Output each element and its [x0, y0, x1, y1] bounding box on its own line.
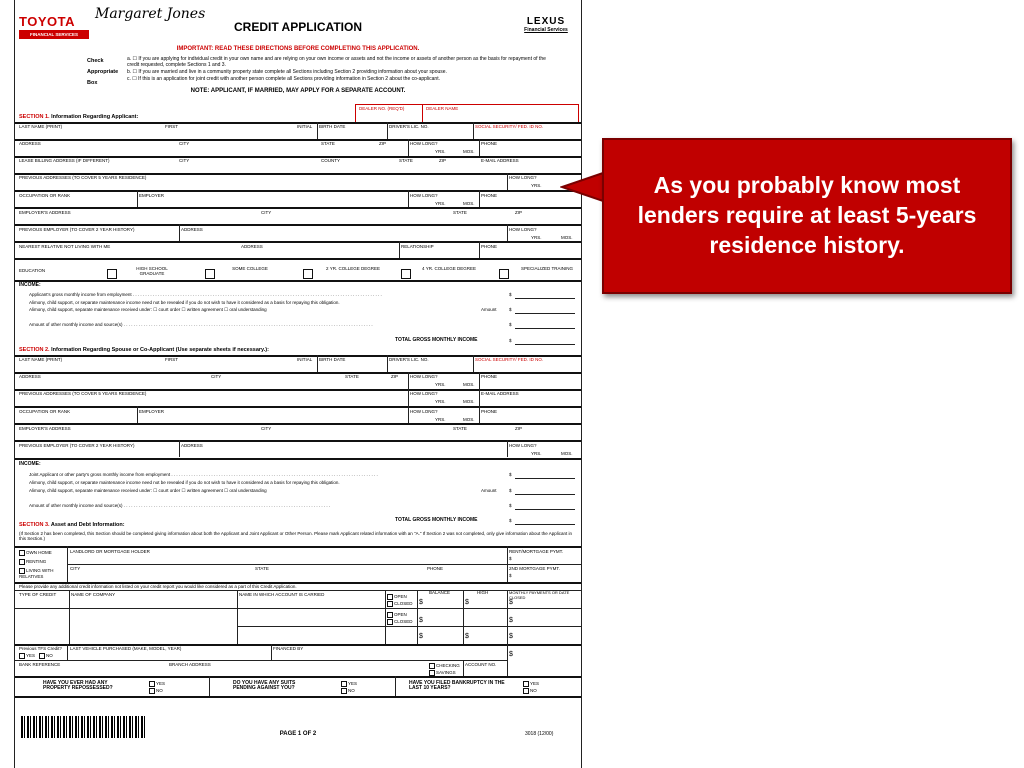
section3-num: SECTION 3.	[19, 522, 50, 528]
s1-lease-state[interactable]: STATE	[399, 158, 413, 163]
s1-prev-addresses[interactable]: PREVIOUS ADDRESSES (TO COVER 5 YEARS RESIDENCE)	[19, 175, 147, 180]
s2-income: INCOME:	[19, 461, 41, 467]
s3-second[interactable]: 2ND MORTGAGE PYMT.	[509, 566, 560, 571]
s2-emp-yrs: YRS.	[435, 417, 446, 422]
toyota-sub: FINANCIAL SERVICES	[19, 30, 89, 39]
s3-rent[interactable]: RENT/MORTGAGE PYMT.	[509, 549, 564, 554]
s1-birth-date[interactable]: BIRTH DATE	[319, 124, 346, 129]
lexus-logo	[515, 16, 577, 33]
acct3-balance-dollar: $	[419, 633, 423, 640]
s1-education: EDUCATION	[19, 268, 46, 273]
acct3-high-dollar: $	[465, 633, 469, 640]
s1-inc4: Amount of other monthly income and source(s)	[29, 322, 123, 327]
s1-emp-mos: MOS.	[463, 201, 475, 206]
q-suits: DO YOU HAVE ANY SUITS PENDING AGAINST YOU?	[233, 680, 296, 691]
s1-nearest-relative[interactable]: NEAREST RELATIVE NOT LIVING WITH ME	[19, 244, 111, 249]
s2-inc1-row: Joint Applicant or other party's gross monthly income from employment . . . . . . . . . . . . . . . . . . . . . . . . . . . . . . . . . . . . . . . . . . . . . . . . . . . . . . . . . . . . . . . . . . . . . . . . . . . . . . . . . . .	[29, 472, 378, 477]
s3-prev-tfs: Previous TFS Credit?	[19, 646, 62, 651]
s3-acct[interactable]: ACCOUNT NO.	[465, 662, 497, 667]
s2-inc4-dollar: $	[509, 503, 512, 508]
s1-ssn[interactable]: SOCIAL SECURITY/ FED. ID NO.	[475, 124, 544, 129]
s1-prev-how-long[interactable]: HOW LONG?	[509, 175, 537, 180]
s2-prev-how-long[interactable]: HOW LONG?	[410, 391, 438, 396]
s2-employer[interactable]: EMPLOYER	[139, 409, 165, 414]
s3-second-dollar: $	[509, 573, 512, 578]
callout-pointer-icon	[560, 170, 608, 210]
s3-col-company: NAME OF COMPANY	[71, 592, 116, 597]
s1-lease-address[interactable]: LEASE BILLING ADDRESS (IF DIFFERENT)	[19, 158, 110, 163]
acct1-monthly-dollar: $	[509, 599, 513, 606]
s1-relationship[interactable]: RELATIONSHIP	[401, 244, 434, 249]
s1-emp-yrs: YRS.	[435, 201, 446, 206]
s1-address[interactable]: ADDRESS	[19, 141, 41, 146]
s1-employer[interactable]: EMPLOYER	[139, 193, 165, 198]
s1-occupation[interactable]: OCCUPATION OR RANK	[19, 193, 71, 198]
acct1-open-label: OPEN	[394, 594, 407, 600]
s1-amount: Amount	[481, 307, 497, 312]
form-title: CREDIT APPLICATION	[234, 20, 362, 34]
s2-prev-employer[interactable]: PREVIOUS EMPLOYER (TO COVER 2 YEAR HISTORY)	[19, 443, 135, 448]
s2-total-dollar: $	[509, 518, 512, 523]
q-repossessed: HAVE YOU EVER HAD ANY PROPERTY REPOSSESSED?	[43, 680, 113, 691]
option-c[interactable]: c. ☐ If this is an application for joint credit with another person complete all Sections providing information in Section 2 about the co-applicant.	[127, 76, 440, 82]
section2-heading	[19, 347, 269, 353]
acct2-balance-dollar: $	[419, 617, 423, 624]
s1-inc3[interactable]: Alimony, child support, separate maintenance received under: ☐ court order ☐ written agreement ☐ oral understanding	[29, 307, 267, 312]
s2-employer-state[interactable]: STATE	[453, 426, 467, 431]
s3-last-vehicle[interactable]: LAST VEHICLE PURCHASED (MAKE, MODEL, YEAR)	[70, 646, 182, 651]
s3-col-monthly: MONTHLY PAYMENTS OR DATE CLOSED	[509, 590, 570, 600]
q1-no[interactable]	[149, 688, 163, 694]
s2-emp-mos: MOS.	[463, 417, 475, 422]
s3-col-high: HIGH	[477, 590, 489, 595]
s2-inc4: Amount of other monthly income and source(s)	[29, 503, 123, 508]
s1-phone[interactable]: PHONE	[481, 141, 498, 146]
option-b[interactable]: b. ☐ If you are married and live in a community property state complete all Sections including Section 2 providing information about your spouse.	[127, 69, 447, 75]
s1-emp-phone[interactable]: PHONE	[481, 193, 498, 198]
s3-bank[interactable]: BANK REFERENCE	[19, 662, 61, 667]
s1-inc2: Alimony, child support, or separate maintenance income need not be revealed if you do not wish to have it considered as a basis for repaying this obligation.	[29, 300, 340, 305]
acct1-high-dollar: $	[465, 599, 469, 606]
s1-income: INCOME:	[19, 282, 41, 288]
s1-mos: MOS.	[463, 149, 475, 154]
housing-relatives-label: LIVING WITH RELATIVES	[19, 568, 54, 579]
acct2-open-label: OPEN	[394, 612, 407, 618]
q1-yes-label: YES	[156, 681, 166, 687]
bank-savings-label: SAVINGS	[436, 670, 456, 676]
s1-prev-employer[interactable]: PREVIOUS EMPLOYER (TO COVER 2 YEAR HISTORY)	[19, 227, 135, 232]
s1-employer-zip[interactable]: ZIP	[515, 210, 523, 215]
s1-prev-emp-yrs: YRS.	[531, 235, 542, 240]
s2-amount-dollar: $	[509, 488, 512, 493]
section3-title: Asset and Debt Information:	[50, 522, 125, 528]
s2-last-name[interactable]: LAST NAME (PRINT)	[19, 357, 63, 362]
acct1-balance-dollar: $	[419, 599, 423, 606]
s1-relative-phone[interactable]: PHONE	[481, 244, 498, 249]
edu-2yr: 2 YR. COLLEGE DEGREE	[326, 266, 380, 271]
married-note: NOTE: APPLICANT, IF MARRIED, MAY APPLY FOR A SEPARATE ACCOUNT.	[190, 88, 406, 94]
s2-employer-zip[interactable]: ZIP	[515, 426, 523, 431]
s1-drivers-lic[interactable]: DRIVER'S LIC. NO.	[389, 124, 429, 129]
s1-how-long[interactable]: HOW LONG?	[410, 141, 438, 146]
s1-employer-state[interactable]: STATE	[453, 210, 467, 215]
s2-initial[interactable]: INITIAL	[297, 357, 313, 362]
callout-text: As you probably know most lenders require at least 5-years residence history.	[637, 172, 977, 258]
s2-prev-addresses[interactable]: PREVIOUS ADDRESSES (TO COVER 5 YEARS RESIDENCE)	[19, 391, 147, 396]
s2-employer-address[interactable]: EMPLOYER'S ADDRESS	[19, 426, 71, 431]
s1-relative-address[interactable]: ADDRESS	[241, 244, 263, 249]
dealer-box	[355, 104, 579, 124]
s1-email[interactable]: E-MAIL ADDRESS	[481, 158, 519, 163]
s1-total-dollar: $	[509, 338, 512, 343]
s2-birth-date[interactable]: BIRTH DATE	[319, 357, 346, 362]
s1-first[interactable]: FIRST	[165, 124, 178, 129]
q2-no[interactable]	[341, 688, 355, 694]
s1-inc4-dollar: $	[509, 322, 512, 327]
housing-renting[interactable]	[19, 559, 46, 565]
prev-tfs-no[interactable]	[39, 653, 53, 659]
housing-own[interactable]	[19, 550, 52, 556]
section1-heading	[19, 114, 138, 120]
s3-city[interactable]: CITY	[70, 566, 81, 571]
page-number: PAGE 1 OF 2	[279, 731, 317, 737]
q3-no[interactable]	[523, 688, 537, 694]
acct2-monthly-dollar: $	[509, 617, 513, 624]
housing-own-label: OWN HOME	[26, 550, 52, 556]
lexus-brand: LEXUS	[526, 16, 566, 27]
s1-lease-city[interactable]: CITY	[179, 158, 190, 163]
s2-phone[interactable]: PHONE	[481, 374, 498, 379]
important-notice: IMPORTANT: READ THESE DIRECTIONS BEFORE COMPLETING THIS APPLICATION.	[176, 46, 420, 52]
s2-occupation[interactable]: OCCUPATION OR RANK	[19, 409, 71, 414]
s2-prev-yrs: YRS.	[435, 399, 446, 404]
s1-employer-city[interactable]: CITY	[261, 210, 272, 215]
acct2-closed-label: CLOSED	[394, 619, 413, 625]
s2-amount: Amount	[481, 488, 497, 493]
q2-yes-label: YES	[348, 681, 358, 687]
credit-application-form	[14, 0, 582, 768]
lexus-sub: Financial Services	[524, 27, 568, 33]
acct1-closed-label: CLOSED	[394, 601, 413, 607]
section1-title: Information Regarding Applicant:	[51, 114, 139, 120]
s1-inc1-dollar: $	[509, 292, 512, 297]
edu-hs: HIGH SCHOOL GRADUATE	[136, 266, 168, 276]
prev-tfs-no-label: NO	[46, 653, 53, 659]
s2-inc2: Alimony, child support, or separate maintenance income need not be revealed if you do not wish to have it considered as a basis for repaying this obligation.	[29, 480, 340, 485]
s2-city[interactable]: CITY	[211, 374, 222, 379]
s2-state[interactable]: STATE	[345, 374, 359, 379]
form-number: 3018 (12/00)	[525, 731, 554, 737]
edu-4yr: 4 YR. COLLEGE DEGREE	[422, 266, 476, 271]
s3-col-type: TYPE OF CREDIT	[19, 592, 57, 597]
s2-inc1-dollar: $	[509, 472, 512, 477]
q1-yes[interactable]	[149, 681, 165, 687]
s2-inc4-row: Amount of other monthly income and source(s) . . . . . . . . . . . . . . . . . . . . . . . . . . . . . . . . . . . . . . . . . . . . . . . . . . . . . . . . . . . . . . . . . . . . . . . . . . . . . . . . . . .	[29, 503, 331, 508]
dealer-no-label: DEALER NO. (REQ'D)	[359, 106, 405, 111]
s2-drivers-lic[interactable]: DRIVER'S LIC. NO.	[389, 357, 429, 362]
s3-col-balance: BALANCE	[429, 590, 451, 595]
s3-landlord[interactable]: LANDLORD OR MORTGAGE HOLDER	[70, 549, 150, 554]
q3-yes-label: YES	[530, 681, 540, 687]
edu-special: SPECIALIZED TRAINING	[521, 266, 573, 271]
s1-prev-emp-address[interactable]: ADDRESS	[181, 227, 203, 232]
s2-address[interactable]: ADDRESS	[19, 374, 41, 379]
toyota-brand: TOYOTA	[19, 14, 75, 29]
s1-inc4-row: Amount of other monthly income and source(s) . . . . . . . . . . . . . . . . . . . . . . . . . . . . . . . . . . . . . . . . . . . . . . . . . . . . . . . . . . . . . . . . . . . . . . . . . . . . . . . . . . . . . . . . . . . . . . . . . . . .	[29, 322, 373, 327]
s2-yrs: YRS.	[435, 382, 446, 387]
acct3-monthly-dollar: $	[509, 633, 513, 640]
s2-emp-how-long[interactable]: HOW LONG?	[410, 409, 438, 414]
applicant-signature: Margaret Jones	[95, 6, 206, 22]
q-bankruptcy: HAVE YOU FILED BANKRUPTCY IN THE LAST 10 YEARS?	[409, 680, 505, 691]
s1-zip[interactable]: ZIP	[379, 141, 387, 146]
s1-initial[interactable]: INITIAL	[297, 124, 313, 129]
q2-no-label: NO	[348, 688, 355, 694]
dealer-name-label: DEALER NAME	[426, 106, 459, 111]
check-appropriate-label: Check Appropriate Box	[87, 58, 119, 86]
section2-num: SECTION 2.	[19, 347, 50, 353]
option-a[interactable]: a. ☐ If you are applying for individual credit in your own name and are relying on your own income or assets and not the income or assets of another person as the basis for repayment of the credit requested, complete Sections 1 and 3.	[127, 56, 546, 68]
housing-relatives[interactable]	[19, 568, 67, 579]
s1-prev-emp-mos: MOS.	[561, 235, 573, 240]
s1-lease-zip[interactable]: ZIP	[439, 158, 447, 163]
housing-renting-label: RENTING	[26, 559, 47, 565]
s1-inc1: Applicant's gross monthly income from employment	[29, 292, 132, 297]
s1-total: TOTAL GROSS MONTHLY INCOME	[395, 337, 478, 343]
bank-checking[interactable]	[429, 663, 460, 669]
s1-city[interactable]: CITY	[179, 141, 190, 146]
acct1-open[interactable]	[387, 594, 407, 600]
s2-how-long[interactable]: HOW LONG?	[410, 374, 438, 379]
s1-state[interactable]: STATE	[321, 141, 335, 146]
s2-prev-emp-mos: MOS.	[561, 451, 573, 456]
s3-state[interactable]: STATE	[255, 566, 269, 571]
s2-prev-emp-how-long[interactable]: HOW LONG?	[509, 443, 537, 448]
s2-mos: MOS.	[463, 382, 475, 387]
s2-inc3[interactable]: Alimony, child support, separate maintenance received under: ☐ court order ☐ written agreement ☐ oral understanding	[29, 488, 267, 493]
edu-some: SOME COLLEGE	[232, 266, 268, 271]
s1-prev-emp-how-long[interactable]: HOW LONG?	[509, 227, 537, 232]
s2-first[interactable]: FIRST	[165, 357, 178, 362]
acct2-closed[interactable]	[387, 619, 413, 625]
s2-prev-emp-yrs: YRS.	[531, 451, 542, 456]
s2-employer-city[interactable]: CITY	[261, 426, 272, 431]
s2-prev-mos: MOS.	[463, 399, 475, 404]
q3-yes[interactable]	[523, 681, 539, 687]
acct1-closed[interactable]	[387, 601, 413, 607]
s3-desc: (If Section 2 has been completed, this Section should be completed giving information about both the Applicant and Joint Applicant or Other Person. Please mark Applicant related information with an "A." If Section 2 was not completed, only give information about the Applicant in this Section.)	[19, 531, 573, 541]
s3-col-account-name: NAME IN WHICH ACCOUNT IS CARRIED	[239, 592, 325, 597]
s1-prev-yrs: YRS.	[531, 183, 542, 188]
s2-prev-emp-address[interactable]: ADDRESS	[181, 443, 203, 448]
acct2-open[interactable]	[387, 612, 407, 618]
s1-employer-address[interactable]: EMPLOYER'S ADDRESS	[19, 210, 71, 215]
section2-title: Information Regarding Spouse or Co-Applicant (Use separate sheets if necessary.):	[51, 347, 269, 353]
s1-yrs: YRS.	[435, 149, 446, 154]
vehicle-dollar: $	[509, 651, 513, 658]
prev-tfs-yes-label: YES	[26, 653, 36, 659]
s1-amount-dollar: $	[509, 307, 512, 312]
bank-checking-label: CHECKING	[436, 663, 460, 669]
s2-inc1: Joint Applicant or other party's gross monthly income from employment	[29, 472, 171, 477]
s2-email[interactable]: E-MAIL ADDRESS	[481, 391, 519, 396]
s3-branch[interactable]: BRANCH ADDRESS	[169, 662, 211, 667]
callout-box	[602, 138, 1012, 294]
section3-heading	[19, 522, 125, 528]
s1-last-name[interactable]: LAST NAME (PRINT)	[19, 124, 63, 129]
q3-no-label: NO	[530, 688, 537, 694]
s3-phone[interactable]: PHONE	[427, 566, 444, 571]
section1-num: SECTION 1.	[19, 114, 50, 120]
prev-tfs-yes[interactable]	[19, 653, 35, 659]
q2-yes[interactable]	[341, 681, 357, 687]
s1-inc1-row: Applicant's gross monthly income from employment . . . . . . . . . . . . . . . . . . . . . . . . . . . . . . . . . . . . . . . . . . . . . . . . . . . . . . . . . . . . . . . . . . . . . . . . . . . . . . . . . . . . . . . . . . . . . . . . . . . .	[29, 292, 382, 297]
s3-rent-dollar: $	[509, 556, 512, 561]
s3-financed[interactable]: FINANCED BY	[273, 646, 304, 651]
s1-county[interactable]: COUNTY	[321, 158, 340, 163]
s3-additional: Please provide any additional credit information not listed on your credit report you would like considered as a part of this Credit Application.	[19, 584, 297, 589]
s1-emp-how-long[interactable]: HOW LONG?	[410, 193, 438, 198]
s2-total: TOTAL GROSS MONTHLY INCOME	[395, 517, 478, 523]
s2-emp-phone[interactable]: PHONE	[481, 409, 498, 414]
s2-ssn[interactable]: SOCIAL SECURITY/ FED. ID NO.	[475, 357, 544, 362]
q1-no-label: NO	[156, 688, 163, 694]
s2-zip[interactable]: ZIP	[391, 374, 399, 379]
